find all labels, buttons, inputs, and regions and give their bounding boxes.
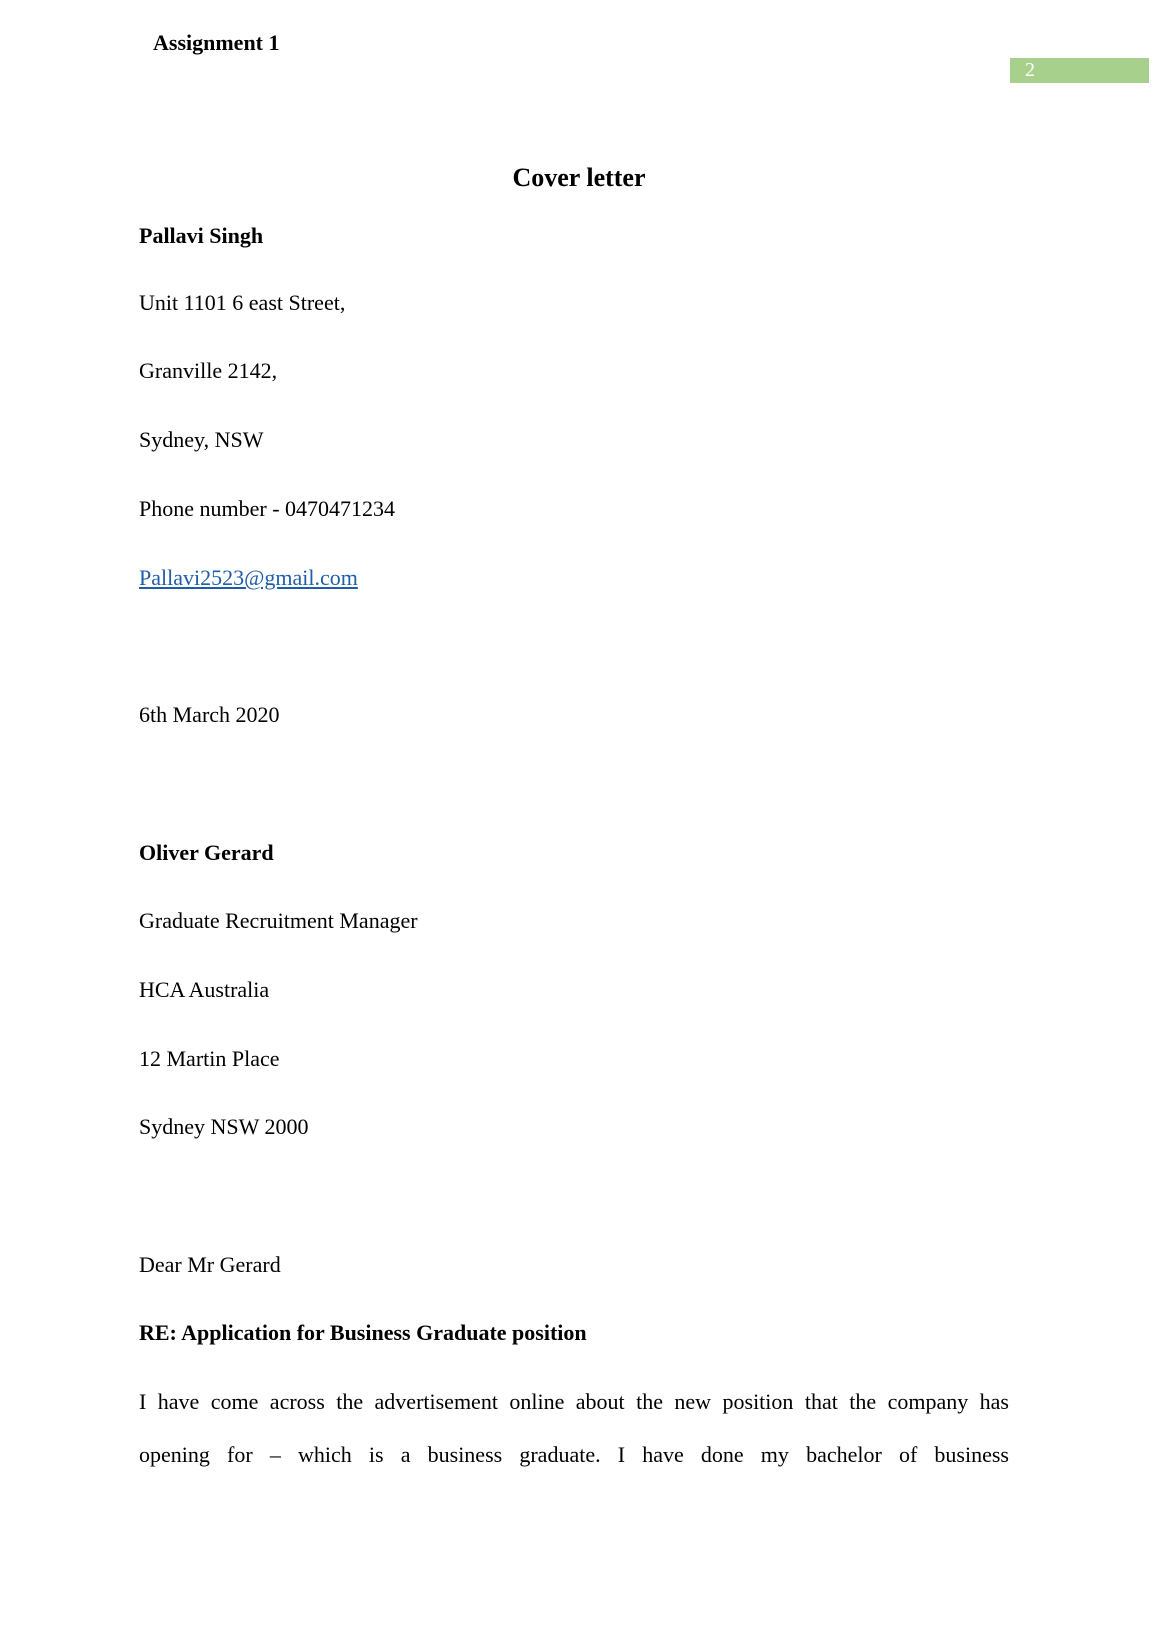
- recipient-name: Oliver Gerard: [139, 840, 274, 865]
- recipient-street: 12 Martin Place: [139, 1046, 280, 1071]
- recipient-city: Sydney NSW 2000: [139, 1114, 309, 1139]
- header-title: Assignment 1: [153, 30, 280, 55]
- recipient-company: HCA Australia: [139, 977, 270, 1002]
- page-number-badge: 2: [1010, 58, 1149, 83]
- sender-email-link[interactable]: Pallavi2523@gmail.com: [139, 565, 358, 590]
- sender-address-line1: Unit 1101 6 east Street,: [139, 290, 346, 315]
- body-line-2: opening for – which is a business graduate. I have done my bachelor of business: [139, 1442, 1009, 1467]
- sender-address-line2: Granville 2142,: [139, 358, 278, 383]
- sender-address-line3: Sydney, NSW: [139, 427, 264, 452]
- sender-phone: Phone number - 0470471234: [139, 496, 396, 521]
- salutation: Dear Mr Gerard: [139, 1252, 281, 1277]
- recipient-title: Graduate Recruitment Manager: [139, 908, 418, 933]
- body-line-1: I have come across the advertisement online about the new position that the company has: [139, 1389, 1009, 1414]
- subject-line: RE: Application for Business Graduate position: [139, 1320, 587, 1345]
- sender-name: Pallavi Singh: [139, 223, 264, 248]
- letter-date: 6th March 2020: [139, 702, 280, 727]
- document-title: Cover letter: [512, 163, 646, 192]
